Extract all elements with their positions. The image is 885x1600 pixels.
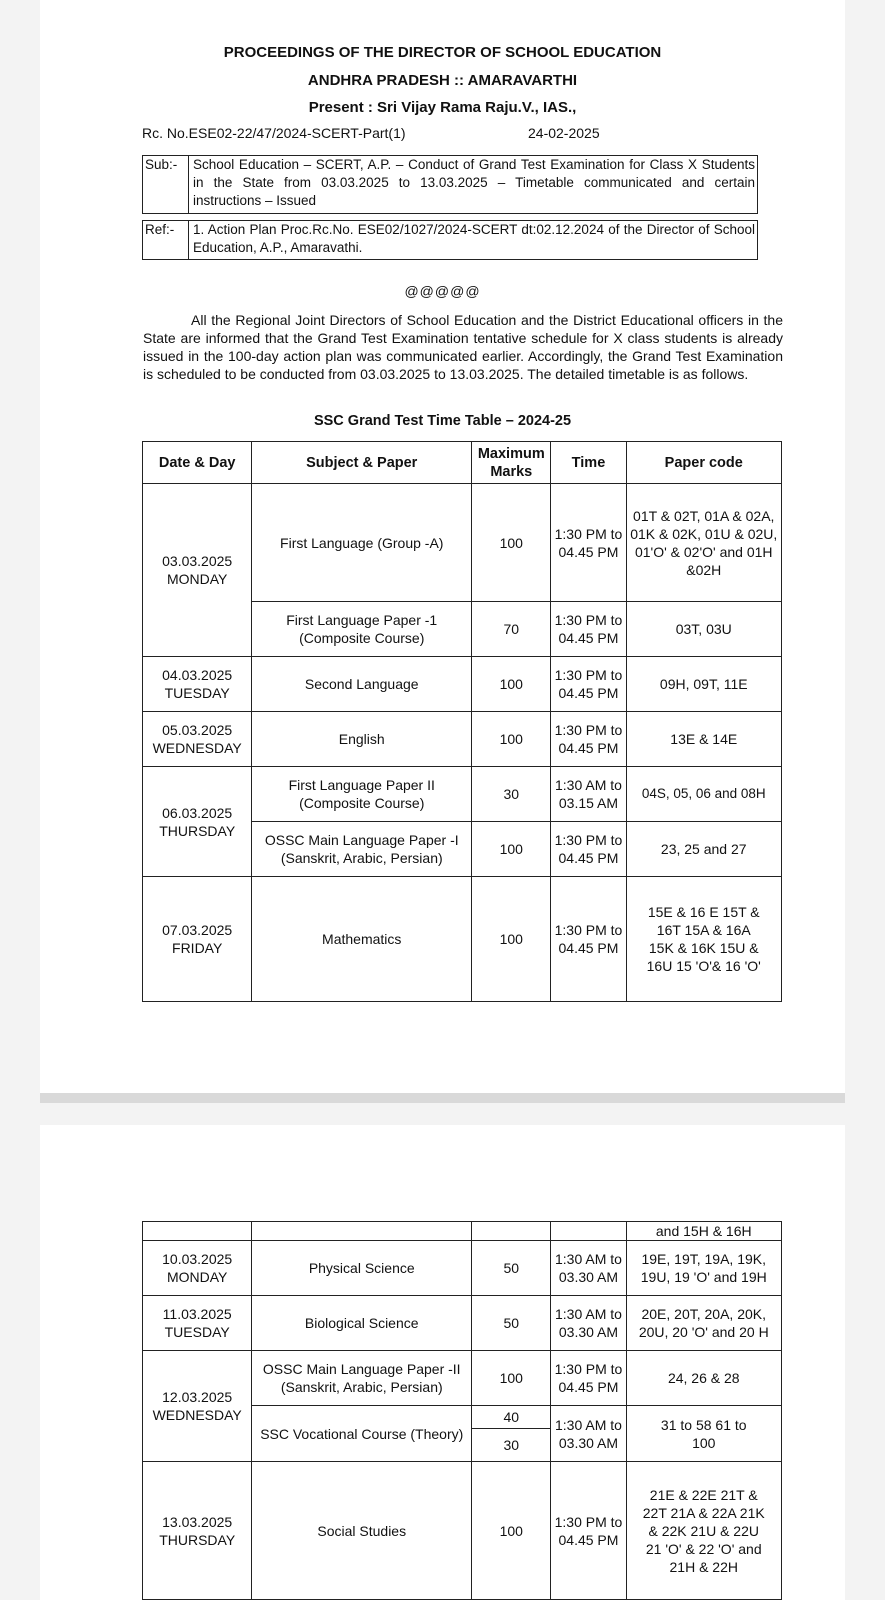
header-line-2: ANDHRA PRADESH :: AMARAVARTHI — [307, 72, 578, 89]
table-row — [143, 1241, 782, 1296]
day-value: MONDAY — [166, 1269, 228, 1285]
code-cell: 03T, 03U — [626, 602, 782, 657]
header-marks: Maximum Marks — [472, 442, 551, 484]
document-date: 24-02-2025 — [528, 125, 600, 141]
day-value: THURSDAY — [159, 1531, 236, 1548]
subject-text: School Education – SCERT, A.P. – Conduct of Grand Test Examination for Class X Students in the State from 03.03.2025 to 13.03.2025 – Timetable communicated and certain instructions – Issued — [193, 157, 755, 208]
table-row — [143, 1351, 782, 1406]
marks-cell: 100 — [472, 1462, 551, 1600]
day-value: THURSDAY — [159, 822, 236, 839]
subject-cell: Biological Science — [252, 1296, 472, 1351]
date-cell — [143, 1296, 252, 1351]
marks-cell: 100 — [472, 1351, 551, 1406]
time-cell: 1:30 AM to 03.30 AM — [551, 1241, 626, 1296]
day-value: TUESDAY — [164, 1324, 230, 1340]
body-paragraph: All the Regional Joint Directors of School Education and the District Educational officers in the State are informed that the Grand Test Examination tentative schedule for X class students is already issued in the 100-day action plan was communicated earlier. Accordingly, the Grand Test Examination is scheduled to be conducted from 03.03.2025 to 13.03.2025. The detailed timetable is as follows. — [143, 312, 783, 382]
subject-cell: First Language Paper II (Composite Course) — [252, 767, 472, 822]
code-cell: 19E, 19T, 19A, 19K, 19U, 19 'O' and 19H — [626, 1241, 782, 1296]
timetable — [142, 441, 782, 1002]
subject-cell: First Language (Group -A) — [252, 484, 472, 602]
reference-box — [142, 220, 758, 260]
marks-value-b: 30 — [503, 1437, 520, 1453]
code-cell: 13E & 14E — [626, 712, 782, 767]
time-cell: 1:30 PM to 04.45 PM — [551, 484, 626, 602]
time-cell: 1:30 PM to 04.45 PM — [551, 602, 626, 657]
marks-cell — [472, 1406, 551, 1462]
marks-value-a: 40 — [472, 1406, 550, 1429]
marks-cell: 50 — [472, 1241, 551, 1296]
day-value: FRIDAY — [172, 940, 223, 956]
date-cell — [143, 657, 252, 712]
table-row — [143, 712, 782, 767]
time-cell: 1:30 PM to 04.45 PM — [551, 877, 626, 1002]
time-cell: 1:30 PM to 04.45 PM — [551, 712, 626, 767]
header-code: Paper code — [626, 442, 782, 484]
code-cell: 23, 25 and 27 — [626, 822, 782, 877]
document-page-1 — [40, 0, 845, 1093]
date-cell — [143, 767, 252, 877]
header-line-3: Present : Sri Vijay Rama Raju.V., IAS., — [308, 99, 577, 116]
separator: @@@@@ — [404, 283, 481, 299]
subject-box — [142, 155, 758, 214]
marks-cell: 100 — [472, 484, 551, 602]
table-title: SSC Grand Test Time Table – 2024-25 — [313, 413, 572, 429]
day-value: MONDAY — [166, 571, 228, 587]
marks-cell: 100 — [472, 712, 551, 767]
subject-cell: Second Language — [252, 657, 472, 712]
empty-cell — [551, 1222, 626, 1241]
table-row — [143, 1462, 782, 1600]
marks-cell: 100 — [472, 877, 551, 1002]
table-row — [143, 1296, 782, 1351]
code-cell: 20E, 20T, 20A, 20K, 20U, 20 'O' and 20 H — [626, 1296, 782, 1351]
date-value: 12.03.2025 — [162, 1389, 233, 1405]
subject-cell: OSSC Main Language Paper -I (Sanskrit, Arabic, Persian) — [252, 822, 472, 877]
time-cell: 1:30 AM to 03.30 AM — [551, 1296, 626, 1351]
table-row — [143, 657, 782, 712]
date-cell — [143, 1462, 252, 1600]
date-cell — [143, 1241, 252, 1296]
time-cell: 1:30 AM to 03.30 AM — [551, 1406, 626, 1462]
marks-cell: 100 — [472, 822, 551, 877]
empty-cell — [252, 1222, 472, 1241]
date-value: 04.03.2025 — [162, 667, 233, 683]
date-cell — [143, 877, 252, 1002]
code-cell: 21E & 22E 21T & 22T 21A & 22A 21K & 22K 21U & 22U 21 'O' & 22 'O' and 21H & 22H — [626, 1462, 782, 1600]
table-row — [143, 877, 782, 1002]
timetable-continued — [142, 1221, 782, 1600]
time-cell: 1:30 PM to 04.45 PM — [551, 822, 626, 877]
date-value: 03.03.2025 — [162, 553, 233, 569]
date-value: 06.03.2025 — [162, 804, 233, 821]
code-cell: and 15H & 16H — [626, 1222, 782, 1241]
table-row — [143, 767, 782, 822]
subject-cell: English — [252, 712, 472, 767]
time-cell: 1:30 PM to 04.45 PM — [551, 657, 626, 712]
marks-cell: 70 — [472, 602, 551, 657]
code-cell: 01T & 02T, 01A & 02A, 01K & 02K, 01U & 02U, 01'O' & 02'O' and 01H &02H — [626, 484, 782, 602]
empty-cell — [472, 1222, 551, 1241]
date-value: 10.03.2025 — [162, 1251, 233, 1267]
reference-text: 1. Action Plan Proc.Rc.No. ESE02/1027/2024-SCERT dt:02.12.2024 of the Director of School Education, A.P., Amaravathi. — [193, 222, 755, 255]
code-cell: 15E & 16 E 15T & 16T 15A & 16A 15K & 16K 15U & 16U 15 'O'& 16 'O' — [626, 877, 782, 1002]
marks-cell: 30 — [472, 767, 551, 822]
date-cell — [143, 712, 252, 767]
date-value: 07.03.2025 — [162, 922, 233, 938]
header-time: Time — [551, 442, 626, 484]
marks-cell: 100 — [472, 657, 551, 712]
page-separator — [40, 1093, 845, 1103]
table-row — [143, 1222, 782, 1241]
code-cell: 31 to 58 61 to 100 — [626, 1406, 782, 1462]
subject-cell: Social Studies — [252, 1462, 472, 1600]
code-cell: 09H, 09T, 11E — [626, 657, 782, 712]
date-value: 05.03.2025 — [162, 722, 233, 738]
day-value: WEDNESDAY — [152, 740, 242, 756]
header-subject: Subject & Paper — [252, 442, 472, 484]
day-value: WEDNESDAY — [152, 1407, 242, 1423]
code-cell: 24, 26 & 28 — [626, 1351, 782, 1406]
subject-cell: OSSC Main Language Paper -II (Sanskrit, Arabic, Persian) — [252, 1351, 472, 1406]
header-date: Date & Day — [143, 442, 252, 484]
document-page-2 — [40, 1125, 845, 1600]
subject-cell: First Language Paper -1 (Composite Course) — [252, 602, 472, 657]
time-cell: 1:30 PM to 04.45 PM — [551, 1462, 626, 1600]
subject-cell: SSC Vocational Course (Theory) — [252, 1406, 472, 1462]
table-row — [143, 484, 782, 602]
day-value: TUESDAY — [164, 685, 230, 701]
reference-number: Rc. No.ESE02-22/47/2024-SCERT-Part(1) — [142, 125, 406, 141]
date-value: 13.03.2025 — [162, 1513, 233, 1530]
marks-cell: 50 — [472, 1296, 551, 1351]
subject-label: Sub:- — [143, 156, 189, 213]
table-header-row — [143, 442, 782, 484]
date-value: 11.03.2025 — [162, 1306, 232, 1322]
empty-cell — [143, 1222, 252, 1241]
subject-cell: Physical Science — [252, 1241, 472, 1296]
date-cell — [143, 484, 252, 657]
reference-label: Ref:- — [143, 221, 189, 259]
time-cell: 1:30 AM to 03.15 AM — [551, 767, 626, 822]
header-line-1: PROCEEDINGS OF THE DIRECTOR OF SCHOOL EDUCATION — [223, 44, 662, 61]
time-cell: 1:30 PM to 04.45 PM — [551, 1351, 626, 1406]
subject-cell: Mathematics — [252, 877, 472, 1002]
date-cell — [143, 1351, 252, 1462]
code-cell: 04S, 05, 06 and 08H — [626, 767, 782, 822]
